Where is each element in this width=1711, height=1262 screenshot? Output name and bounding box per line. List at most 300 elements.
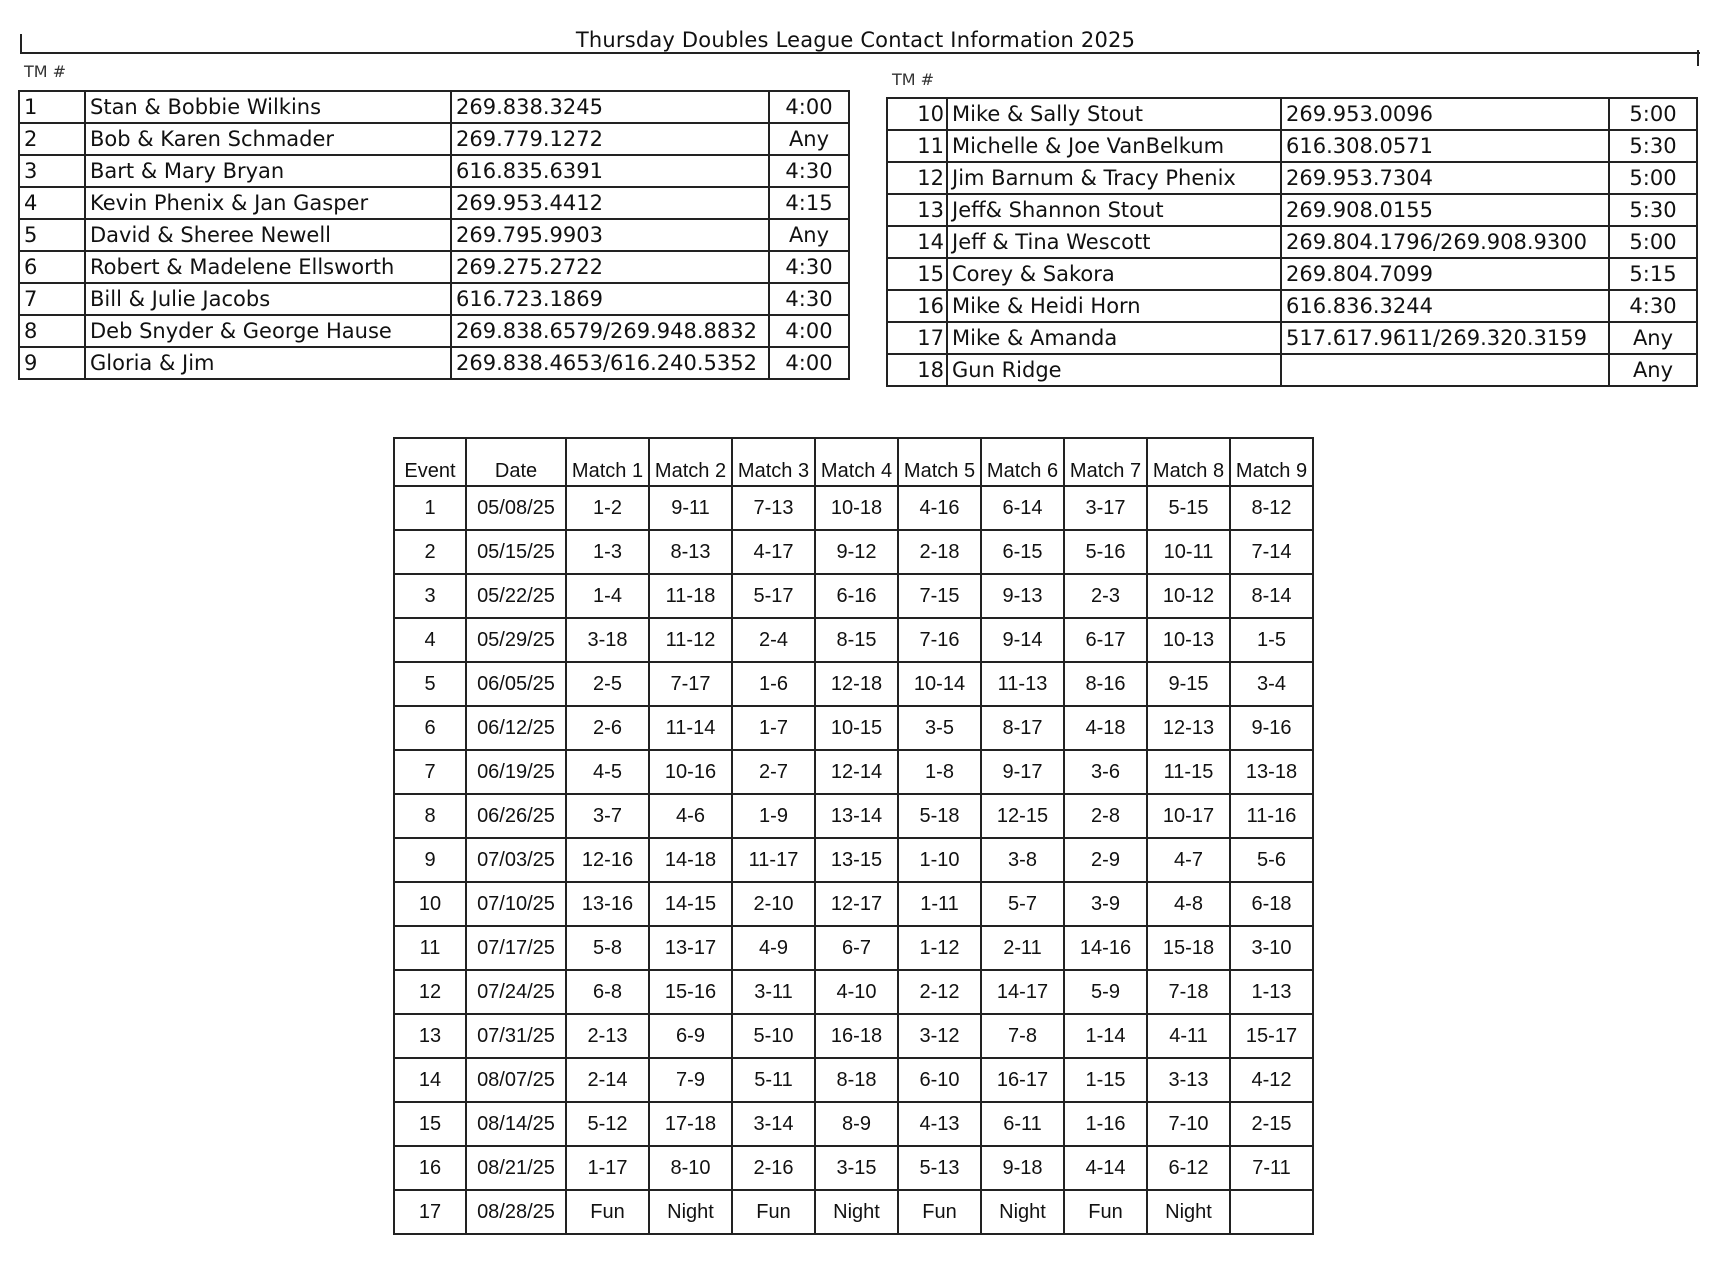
team-phone: 269.804.7099 (1281, 258, 1609, 290)
match-pairing: 3-15 (815, 1146, 898, 1190)
match-pairing: 13-16 (566, 882, 649, 926)
match-pairing: Night (981, 1190, 1064, 1234)
team-phone: 269.838.6579/269.948.8832 (451, 315, 769, 347)
match-pairing: 15-17 (1230, 1014, 1313, 1058)
schedule-row (394, 926, 1313, 970)
match-pairing: 4-7 (1147, 838, 1230, 882)
event-date: 08/21/25 (466, 1146, 566, 1190)
team-name: Michelle & Joe VanBelkum (947, 130, 1281, 162)
match-pairing: 6-17 (1064, 618, 1147, 662)
match-pairing: 6-12 (1147, 1146, 1230, 1190)
match-pairing: 2-16 (732, 1146, 815, 1190)
team-phone: 269.953.7304 (1281, 162, 1609, 194)
match-pairing: 11-12 (649, 618, 732, 662)
event-number: 8 (394, 794, 466, 838)
match-pairing: 8-15 (815, 618, 898, 662)
match-pairing: 10-17 (1147, 794, 1230, 838)
match-pairing: 6-7 (815, 926, 898, 970)
match-pairing: 3-8 (981, 838, 1064, 882)
match-pairing: 5-17 (732, 574, 815, 618)
team-number: 13 (887, 194, 947, 226)
team-number: 16 (887, 290, 947, 322)
schedule-header-cell: Match 2 (649, 438, 732, 486)
schedule-header-row (394, 438, 1313, 486)
team-number: 1 (19, 91, 85, 123)
match-pairing: 12-18 (815, 662, 898, 706)
match-pairing: 14-16 (1064, 926, 1147, 970)
match-pairing: 2-11 (981, 926, 1064, 970)
contact-row (19, 315, 849, 347)
team-time: Any (769, 219, 849, 251)
team-name: Robert & Madelene Ellsworth (85, 251, 451, 283)
match-pairing: Night (1147, 1190, 1230, 1234)
team-name: Bart & Mary Bryan (85, 155, 451, 187)
title-rule (20, 52, 1700, 54)
event-date: 05/15/25 (466, 530, 566, 574)
match-pairing: 7-11 (1230, 1146, 1313, 1190)
tm-label-left: TM # (24, 62, 67, 81)
team-phone: 616.723.1869 (451, 283, 769, 315)
schedule-row (394, 574, 1313, 618)
match-pairing: 15-18 (1147, 926, 1230, 970)
match-pairing: 1-8 (898, 750, 981, 794)
schedule-header-cell: Match 7 (1064, 438, 1147, 486)
team-time: 4:00 (769, 347, 849, 379)
contact-row (19, 123, 849, 155)
match-pairing: 2-10 (732, 882, 815, 926)
event-number: 16 (394, 1146, 466, 1190)
match-pairing: 3-5 (898, 706, 981, 750)
event-date: 06/12/25 (466, 706, 566, 750)
event-number: 4 (394, 618, 466, 662)
match-pairing: 1-14 (1064, 1014, 1147, 1058)
team-name: Stan & Bobbie Wilkins (85, 91, 451, 123)
match-pairing: 13-15 (815, 838, 898, 882)
event-date: 06/19/25 (466, 750, 566, 794)
event-number: 13 (394, 1014, 466, 1058)
match-pairing: 2-3 (1064, 574, 1147, 618)
match-pairing: 6-14 (981, 486, 1064, 530)
match-pairing: 7-18 (1147, 970, 1230, 1014)
match-pairing: 13-18 (1230, 750, 1313, 794)
match-pairing: 3-6 (1064, 750, 1147, 794)
schedule-header-cell: Match 8 (1147, 438, 1230, 486)
match-pairing: 8-16 (1064, 662, 1147, 706)
match-pairing: 9-17 (981, 750, 1064, 794)
team-time: 4:15 (769, 187, 849, 219)
schedule-table (393, 437, 1314, 1235)
match-pairing: Night (649, 1190, 732, 1234)
team-phone: 269.908.0155 (1281, 194, 1609, 226)
match-pairing: 5-9 (1064, 970, 1147, 1014)
match-pairing: 9-15 (1147, 662, 1230, 706)
match-pairing: 3-14 (732, 1102, 815, 1146)
schedule-row (394, 618, 1313, 662)
event-date: 07/17/25 (466, 926, 566, 970)
match-pairing: 5-16 (1064, 530, 1147, 574)
contacts-table-right (886, 97, 1698, 387)
team-number: 8 (19, 315, 85, 347)
match-pairing: 8-12 (1230, 486, 1313, 530)
team-name: Jeff& Shannon Stout (947, 194, 1281, 226)
match-pairing: 5-18 (898, 794, 981, 838)
event-date: 08/28/25 (466, 1190, 566, 1234)
page-title: Thursday Doubles League Contact Information 2025 (575, 28, 1136, 52)
match-pairing: 12-15 (981, 794, 1064, 838)
match-pairing: 10-12 (1147, 574, 1230, 618)
match-pairing: 1-13 (1230, 970, 1313, 1014)
team-time: Any (1609, 354, 1697, 386)
event-date: 07/03/25 (466, 838, 566, 882)
contact-row (19, 91, 849, 123)
contact-row (887, 194, 1697, 226)
match-pairing: 3-7 (566, 794, 649, 838)
match-pairing: 5-7 (981, 882, 1064, 926)
match-pairing: 4-12 (1230, 1058, 1313, 1102)
team-number: 7 (19, 283, 85, 315)
team-phone: 616.836.3244 (1281, 290, 1609, 322)
match-pairing: 6-9 (649, 1014, 732, 1058)
event-date: 07/24/25 (466, 970, 566, 1014)
event-date: 07/31/25 (466, 1014, 566, 1058)
team-name: Bill & Julie Jacobs (85, 283, 451, 315)
match-pairing: 9-14 (981, 618, 1064, 662)
team-time: 5:00 (1609, 162, 1697, 194)
team-phone: 269.779.1272 (451, 123, 769, 155)
team-number: 14 (887, 226, 947, 258)
event-number: 1 (394, 486, 466, 530)
match-pairing: 8-17 (981, 706, 1064, 750)
match-pairing: 4-5 (566, 750, 649, 794)
team-phone: 517.617.9611/269.320.3159 (1281, 322, 1609, 354)
match-pairing: 4-16 (898, 486, 981, 530)
match-pairing: 12-13 (1147, 706, 1230, 750)
schedule-row (394, 794, 1313, 838)
match-pairing: 11-14 (649, 706, 732, 750)
contact-row (887, 98, 1697, 130)
match-pairing: 5-11 (732, 1058, 815, 1102)
contact-row (19, 155, 849, 187)
contact-row (19, 283, 849, 315)
schedule-row (394, 1146, 1313, 1190)
match-pairing: 9-18 (981, 1146, 1064, 1190)
team-name: Mike & Amanda (947, 322, 1281, 354)
team-number: 18 (887, 354, 947, 386)
match-pairing: 7-13 (732, 486, 815, 530)
schedule-row (394, 1014, 1313, 1058)
team-time: 5:00 (1609, 226, 1697, 258)
match-pairing: 1-2 (566, 486, 649, 530)
match-pairing: 11-16 (1230, 794, 1313, 838)
match-pairing: 4-9 (732, 926, 815, 970)
match-pairing: 5-15 (1147, 486, 1230, 530)
match-pairing: 4-11 (1147, 1014, 1230, 1058)
match-pairing: 2-4 (732, 618, 815, 662)
schedule-row (394, 530, 1313, 574)
schedule-row (394, 838, 1313, 882)
schedule-row (394, 486, 1313, 530)
match-pairing: 14-17 (981, 970, 1064, 1014)
match-pairing: 7-16 (898, 618, 981, 662)
match-pairing: 14-18 (649, 838, 732, 882)
match-pairing: 3-4 (1230, 662, 1313, 706)
match-pairing: 4-18 (1064, 706, 1147, 750)
schedule-row (394, 1058, 1313, 1102)
team-time: 5:30 (1609, 194, 1697, 226)
match-pairing: 3-10 (1230, 926, 1313, 970)
match-pairing: 16-17 (981, 1058, 1064, 1102)
match-pairing: 11-15 (1147, 750, 1230, 794)
team-phone: 269.804.1796/269.908.9300 (1281, 226, 1609, 258)
match-pairing: 10-15 (815, 706, 898, 750)
tm-label-right: TM # (892, 70, 935, 89)
contact-row (887, 354, 1697, 386)
match-pairing: 7-15 (898, 574, 981, 618)
match-pairing: 3-12 (898, 1014, 981, 1058)
match-pairing: 9-13 (981, 574, 1064, 618)
match-pairing: 2-18 (898, 530, 981, 574)
match-pairing: 10-13 (1147, 618, 1230, 662)
event-date: 08/14/25 (466, 1102, 566, 1146)
team-phone: 269.795.9903 (451, 219, 769, 251)
match-pairing: 8-14 (1230, 574, 1313, 618)
match-pairing: 7-10 (1147, 1102, 1230, 1146)
match-pairing: 12-14 (815, 750, 898, 794)
match-pairing: 8-18 (815, 1058, 898, 1102)
team-phone: 269.275.2722 (451, 251, 769, 283)
match-pairing: 2-9 (1064, 838, 1147, 882)
event-date: 07/10/25 (466, 882, 566, 926)
match-pairing: 7-17 (649, 662, 732, 706)
event-date: 08/07/25 (466, 1058, 566, 1102)
match-pairing: 7-9 (649, 1058, 732, 1102)
team-phone: 616.308.0571 (1281, 130, 1609, 162)
team-time: 5:00 (1609, 98, 1697, 130)
team-name: Mike & Sally Stout (947, 98, 1281, 130)
match-pairing: 2-14 (566, 1058, 649, 1102)
team-time: Any (1609, 322, 1697, 354)
event-date: 06/05/25 (466, 662, 566, 706)
event-number: 6 (394, 706, 466, 750)
match-pairing: 1-6 (732, 662, 815, 706)
team-number: 15 (887, 258, 947, 290)
event-number: 12 (394, 970, 466, 1014)
schedule-header-cell: Match 5 (898, 438, 981, 486)
contacts-table-left (18, 90, 850, 380)
match-pairing: 2-12 (898, 970, 981, 1014)
event-date: 05/08/25 (466, 486, 566, 530)
match-pairing: 13-17 (649, 926, 732, 970)
match-pairing: 11-17 (732, 838, 815, 882)
match-pairing: 10-11 (1147, 530, 1230, 574)
team-number: 5 (19, 219, 85, 251)
match-pairing: 6-11 (981, 1102, 1064, 1146)
match-pairing: Fun (898, 1190, 981, 1234)
match-pairing: 6-10 (898, 1058, 981, 1102)
match-pairing: 3-18 (566, 618, 649, 662)
match-pairing: 3-17 (1064, 486, 1147, 530)
match-pairing (1230, 1190, 1313, 1234)
match-pairing: 2-7 (732, 750, 815, 794)
match-pairing: 8-10 (649, 1146, 732, 1190)
match-pairing: 14-15 (649, 882, 732, 926)
match-pairing: 2-13 (566, 1014, 649, 1058)
team-time: 4:30 (1609, 290, 1697, 322)
event-date: 05/22/25 (466, 574, 566, 618)
schedule-header-cell: Date (466, 438, 566, 486)
schedule-row (394, 750, 1313, 794)
team-number: 12 (887, 162, 947, 194)
team-name: Kevin Phenix & Jan Gasper (85, 187, 451, 219)
match-pairing: 9-16 (1230, 706, 1313, 750)
title-rule-right-tick (1697, 50, 1699, 66)
match-pairing: 1-10 (898, 838, 981, 882)
match-pairing: 6-15 (981, 530, 1064, 574)
event-date: 06/26/25 (466, 794, 566, 838)
match-pairing: 3-13 (1147, 1058, 1230, 1102)
schedule-header-cell: Match 1 (566, 438, 649, 486)
match-pairing: Fun (732, 1190, 815, 1234)
match-pairing: 11-13 (981, 662, 1064, 706)
team-time: 5:30 (1609, 130, 1697, 162)
match-pairing: 5-13 (898, 1146, 981, 1190)
match-pairing: 10-14 (898, 662, 981, 706)
match-pairing: 4-10 (815, 970, 898, 1014)
team-time: Any (769, 123, 849, 155)
team-name: Gun Ridge (947, 354, 1281, 386)
team-number: 6 (19, 251, 85, 283)
match-pairing: 4-8 (1147, 882, 1230, 926)
match-pairing: 1-3 (566, 530, 649, 574)
match-pairing: 16-18 (815, 1014, 898, 1058)
team-name: Deb Snyder & George Hause (85, 315, 451, 347)
match-pairing: 1-12 (898, 926, 981, 970)
match-pairing: 1-17 (566, 1146, 649, 1190)
event-number: 11 (394, 926, 466, 970)
match-pairing: 6-8 (566, 970, 649, 1014)
match-pairing: Fun (1064, 1190, 1147, 1234)
match-pairing: Fun (566, 1190, 649, 1234)
match-pairing: 4-13 (898, 1102, 981, 1146)
match-pairing: Night (815, 1190, 898, 1234)
contact-row (887, 322, 1697, 354)
contact-row (887, 162, 1697, 194)
match-pairing: 8-9 (815, 1102, 898, 1146)
match-pairing: 4-14 (1064, 1146, 1147, 1190)
team-phone: 269.953.4412 (451, 187, 769, 219)
match-pairing: 1-7 (732, 706, 815, 750)
team-number: 10 (887, 98, 947, 130)
match-pairing: 5-10 (732, 1014, 815, 1058)
team-time: 4:00 (769, 91, 849, 123)
match-pairing: 5-12 (566, 1102, 649, 1146)
contact-row (887, 258, 1697, 290)
team-number: 9 (19, 347, 85, 379)
event-date: 05/29/25 (466, 618, 566, 662)
team-number: 4 (19, 187, 85, 219)
event-number: 2 (394, 530, 466, 574)
match-pairing: 3-9 (1064, 882, 1147, 926)
team-name: Gloria & Jim (85, 347, 451, 379)
match-pairing: 5-6 (1230, 838, 1313, 882)
event-number: 3 (394, 574, 466, 618)
event-number: 17 (394, 1190, 466, 1234)
team-name: Jim Barnum & Tracy Phenix (947, 162, 1281, 194)
team-name: Bob & Karen Schmader (85, 123, 451, 155)
team-number: 17 (887, 322, 947, 354)
team-time: 4:30 (769, 251, 849, 283)
contact-row (19, 187, 849, 219)
match-pairing: 1-16 (1064, 1102, 1147, 1146)
team-time: 4:00 (769, 315, 849, 347)
match-pairing: 1-9 (732, 794, 815, 838)
match-pairing: 1-4 (566, 574, 649, 618)
match-pairing: 11-18 (649, 574, 732, 618)
team-time: 4:30 (769, 283, 849, 315)
team-phone: 616.835.6391 (451, 155, 769, 187)
match-pairing: 2-15 (1230, 1102, 1313, 1146)
event-number: 14 (394, 1058, 466, 1102)
schedule-row (394, 706, 1313, 750)
team-name: Corey & Sakora (947, 258, 1281, 290)
contact-row (19, 347, 849, 379)
match-pairing: 1-11 (898, 882, 981, 926)
schedule-row (394, 1102, 1313, 1146)
team-time: 4:30 (769, 155, 849, 187)
match-pairing: 9-11 (649, 486, 732, 530)
team-phone: 269.953.0096 (1281, 98, 1609, 130)
match-pairing: 8-13 (649, 530, 732, 574)
match-pairing: 7-14 (1230, 530, 1313, 574)
contact-row (19, 219, 849, 251)
event-number: 9 (394, 838, 466, 882)
schedule-row (394, 662, 1313, 706)
match-pairing: 1-15 (1064, 1058, 1147, 1102)
schedule-header-cell: Match 3 (732, 438, 815, 486)
match-pairing: 13-14 (815, 794, 898, 838)
event-number: 7 (394, 750, 466, 794)
match-pairing: 7-8 (981, 1014, 1064, 1058)
schedule-row (394, 1190, 1313, 1234)
contact-row (19, 251, 849, 283)
team-number: 2 (19, 123, 85, 155)
event-number: 5 (394, 662, 466, 706)
match-pairing: 6-16 (815, 574, 898, 618)
schedule-row (394, 970, 1313, 1014)
match-pairing: 3-11 (732, 970, 815, 1014)
team-name: Mike & Heidi Horn (947, 290, 1281, 322)
team-name: Jeff & Tina Wescott (947, 226, 1281, 258)
match-pairing: 5-8 (566, 926, 649, 970)
schedule-header-cell: Match 6 (981, 438, 1064, 486)
match-pairing: 17-18 (649, 1102, 732, 1146)
team-phone (1281, 354, 1609, 386)
match-pairing: 4-17 (732, 530, 815, 574)
contact-row (887, 226, 1697, 258)
contact-row (887, 130, 1697, 162)
match-pairing: 6-18 (1230, 882, 1313, 926)
match-pairing: 4-6 (649, 794, 732, 838)
match-pairing: 9-12 (815, 530, 898, 574)
schedule-row (394, 882, 1313, 926)
team-phone: 269.838.4653/616.240.5352 (451, 347, 769, 379)
team-name: David & Sheree Newell (85, 219, 451, 251)
contact-row (887, 290, 1697, 322)
match-pairing: 2-6 (566, 706, 649, 750)
match-pairing: 10-18 (815, 486, 898, 530)
match-pairing: 1-5 (1230, 618, 1313, 662)
schedule-header-cell: Match 9 (1230, 438, 1313, 486)
